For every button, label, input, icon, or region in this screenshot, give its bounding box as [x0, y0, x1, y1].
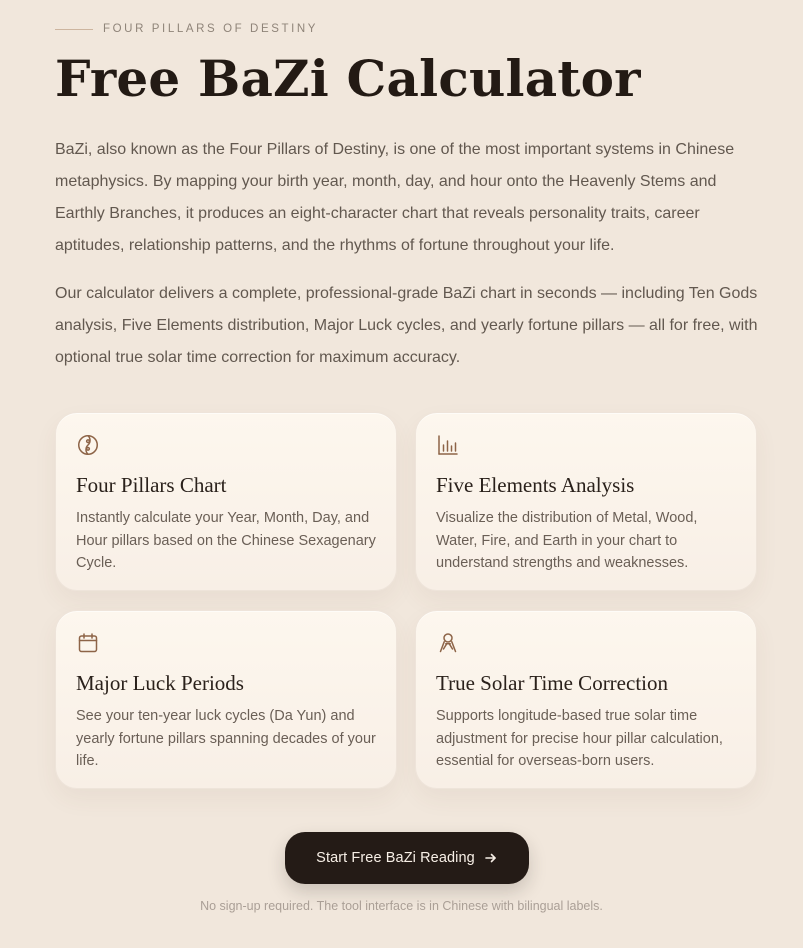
feature-title: Five Elements Analysis [436, 473, 635, 497]
feature-card-four-pillars-chart [55, 412, 397, 591]
eyebrow-text: FOUR PILLARS OF DESTINY [103, 23, 319, 35]
footer-note: No sign-up required. The tool interface is in Chinese with bilingual labels. [200, 899, 603, 913]
start-free-bazi-reading-button[interactable] [285, 832, 529, 884]
intro-paragraph-1: BaZi, also known as the Four Pillars of Destiny, is one of the most important systems in Chinese metaphysics. By mapping your birth year, month, day, and hour onto the Heavenly Stems and Earthly Branches, it produces an eight-character chart that reveals personality traits, career aptitudes, relationship patterns, and the rhythms of fortune throughout your life. [55, 141, 735, 254]
pillars-icon [76, 433, 100, 457]
calendar-icon [76, 631, 100, 655]
feature-description: Visualize the distribution of Metal, Wood, Water, Fire, and Earth in your chart to understand strengths and weaknesses. [436, 510, 698, 571]
arrow-right-icon [484, 851, 498, 865]
solar-time-icon [436, 631, 460, 655]
chart-icon [436, 433, 460, 457]
feature-card-major-luck-periods [55, 610, 397, 789]
feature-card-five-elements-analysis [415, 412, 757, 591]
cta-label: Start Free BaZi Reading [316, 850, 475, 866]
feature-description: See your ten-year luck cycles (Da Yun) and yearly fortune pillars spanning decades of your life. [76, 708, 376, 769]
section-eyebrow [55, 23, 318, 35]
page-title: Free BaZi Calculator [55, 49, 641, 108]
feature-card-true-solar-time-correction [415, 610, 757, 789]
eyebrow-line [55, 29, 93, 30]
feature-title: Major Luck Periods [76, 671, 244, 695]
feature-description: Instantly calculate your Year, Month, Day, and Hour pillars based on the Chinese Sexagenary Cycle. [76, 510, 376, 571]
feature-title: True Solar Time Correction [436, 671, 668, 695]
feature-title: Four Pillars Chart [76, 473, 227, 497]
feature-description: Supports longitude-based true solar time adjustment for precise hour pillar calculation, essential for overseas-born users. [436, 708, 723, 769]
intro-paragraph-2: Our calculator delivers a complete, professional-grade BaZi chart in seconds — including Ten Gods analysis, Five Elements distribution, Major Luck cycles, and yearly fortune pillars — all for free, with optional true solar time correction for maximum accuracy. [55, 285, 758, 366]
